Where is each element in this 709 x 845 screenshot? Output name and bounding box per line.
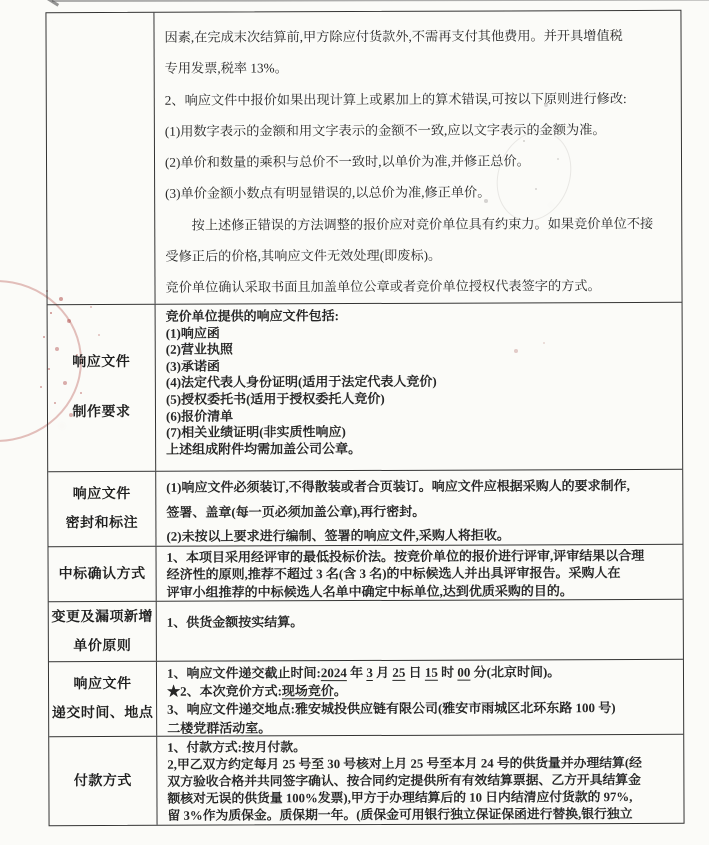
row-content-cell (157, 735, 683, 825)
row-label-line: 密封和标注 (65, 515, 139, 532)
text-line: (1)响应函 (165, 325, 220, 341)
row-content-cell (157, 600, 683, 661)
underlined-text: 2024 (320, 665, 347, 681)
row-label-cell (49, 737, 157, 825)
text-line: 1、付款方式:按月付款。 (167, 740, 306, 755)
text-line (167, 681, 677, 701)
text-segment: 1、响应文件递交截止时间: (166, 665, 321, 681)
underlined-text: 25 (392, 664, 406, 680)
table-row (48, 303, 683, 472)
row-label-line: 递交时间、地点 (51, 705, 154, 722)
text-line: (6)报价清单 (165, 408, 234, 424)
table-row (49, 735, 683, 825)
text-line: 双方验收合格并共同签字确认、按合同约定提供所有有效结算票据、乙方开具结算金 (167, 772, 641, 789)
text-segment: 月 (372, 664, 393, 680)
text-line: 因素,在完成末次结算前,甲方除应付货款外,不需再支付其他费用。并开具增值税 (164, 28, 623, 45)
text-line: 额核对无误的供货量 100%发票),甲方于办理结算后的 10 日内结清应付货款的 97%, (167, 789, 633, 806)
text-line: (1)响应文件必须装订,不得散装或者合页装订。响应文件应根据采购人的要求制作, (166, 477, 630, 495)
text-line: (3)承诺函 (165, 358, 220, 374)
text-line: 2、响应文件中报价如果出现计算上或累加上的算术错误,可按以下原则进行修改: (164, 90, 627, 108)
underlined-text: 现场竞价 (281, 683, 334, 699)
text-line: 竞价单位确认采取书面且加盖单位公章或者竞价单位授权代表签字的方式。 (165, 278, 601, 296)
table-row (46, 11, 681, 305)
text-segment: 年 (346, 664, 367, 681)
table-row (49, 660, 683, 737)
text-line: 受修正后的价格,其响应文件无效处理(即废标)。 (165, 247, 442, 264)
text-segment: 。 (333, 683, 347, 699)
text-line: 竞价单位提供的响应文件包括: (165, 308, 339, 324)
scan-page-top-edge (52, 0, 709, 2)
underlined-text: 3 (366, 664, 373, 680)
text-line: 1、本项目采用经评审的最低投标价法。按竞价单位的报价进行评审,评审结果以合理 (166, 547, 645, 565)
text-line: (5)授权委托书(适用于授权委托人竞价) (165, 390, 385, 407)
text-segment: 时 (437, 664, 458, 680)
text-line: (4)法定代表人身份证明(适用于法定代表人竞价) (165, 374, 437, 391)
row-label-cell (48, 472, 156, 546)
row-label-cell (49, 602, 157, 661)
row-label-line: 付款方式 (73, 773, 132, 789)
text-segment: 日 (405, 664, 425, 680)
row-content-cell (156, 470, 682, 546)
text-segment: ★2、本次竞价方式: (167, 683, 282, 699)
row-label-line: 中标确认方式 (58, 566, 146, 582)
text-line: 专用发票,税率 13%。 (164, 60, 288, 77)
text-line: 经济性的原则,推荐不超过 3 名(含 3 名)的中标候选人并出具评审报告。采购人在 (166, 565, 621, 583)
row-label-line: 响应文件 (72, 486, 131, 503)
text-line: (3)单价金额小数点有明显错误的,以总价为准,修正单价。 (165, 185, 491, 202)
text-line: (1)用数字表示的金额和用文字表示的金额不一致,应以文字表示的金额为准。 (164, 121, 606, 139)
text-line (167, 663, 677, 683)
text-segment: 分(北京时间)。 (470, 664, 561, 680)
row-label-line: 响应文件 (72, 354, 131, 371)
row-label-cell (48, 305, 157, 471)
text-line: 1、供货金额按实结算。 (166, 614, 304, 630)
table-row (48, 470, 682, 547)
underlined-text: 00 (457, 664, 471, 680)
row-label-line: 制作要求 (72, 404, 131, 421)
text-line: 按上述修正错误的方法调整的报价应对竞价单位具有约束力。如果竞价单位不接 (165, 215, 654, 233)
row-label-cell (48, 547, 156, 601)
row-label-cell (49, 662, 157, 736)
row-label-cell (46, 13, 155, 304)
text-line: (2)营业执照 (165, 341, 233, 357)
table-row (48, 545, 682, 602)
underlined-text: 15 (424, 664, 438, 680)
text-line: 2,甲乙双方约定每月 25 号至 30 号核对上月 25 号至本月 24 号的供货量并办理结算(经 (167, 755, 642, 772)
row-label-line: 响应文件 (73, 676, 132, 693)
text-line: 二楼党群活动室。 (167, 719, 272, 736)
text-line: 3、响应文件递交地点:雅安城投供应链有限公司(雅安市雨城区北环东路 100 号) (167, 700, 616, 718)
row-content-cell (154, 11, 681, 304)
row-label-line: 变更及漏项新增 (51, 609, 154, 625)
row-content-cell (156, 303, 683, 471)
row-content-cell (157, 660, 683, 736)
text-line: (7)相关业绩证明(非实质性响应) (166, 424, 346, 440)
text-line: 评审小组推荐的中标候选人名单中确定中标单位,达到优质采购的目的。 (166, 582, 573, 600)
text-line: 签署、盖章(每一页必须加盖公章),再行密封。 (166, 503, 426, 520)
text-line: (2)单价和数量的乘积与总价不一致时,以单价为准,并修正总价。 (164, 153, 530, 170)
doc-table (45, 10, 684, 826)
text-line: 上述组成附件均需加盖公司公章。 (166, 440, 362, 457)
text-line: 留 3%作为质保金。质保期一年。(质保金可用银行独立保证保函进行替换,银行独立 (167, 806, 633, 823)
row-label-line: 单价原则 (73, 638, 132, 654)
row-content-cell (156, 545, 682, 601)
text-line: (2)未按以上要求进行编制、签署的响应文件,采购人将拒收。 (166, 527, 510, 544)
table-row (49, 600, 683, 662)
